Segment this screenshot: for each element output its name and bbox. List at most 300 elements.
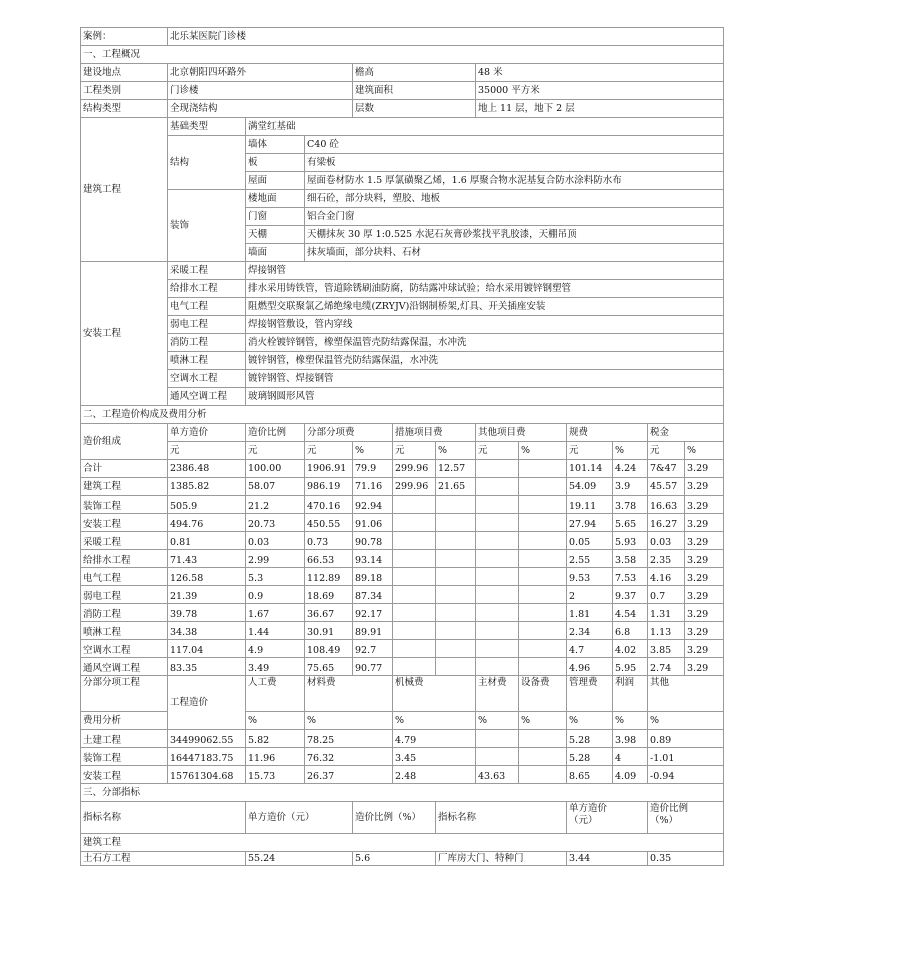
value-cell: [476, 604, 519, 622]
overview-label: 结构类型: [81, 100, 168, 118]
indicator-header: 指标名称: [81, 802, 246, 834]
install-row: [81, 370, 724, 388]
indicator-header: [648, 802, 724, 834]
value-cell: 5.3: [246, 568, 305, 586]
fees-label-bottom: 费用分析: [81, 712, 168, 730]
value-cell: 4.09: [613, 766, 648, 784]
value-cell: [519, 766, 567, 784]
value-cell: 2.35: [648, 550, 685, 568]
value-cell: [519, 748, 567, 766]
cost-row: [81, 460, 724, 478]
unit-cell: %: [519, 442, 567, 460]
value-cell: [393, 496, 436, 514]
install-row: [81, 280, 724, 298]
value-cell: [476, 460, 519, 478]
row-label: 采暖工程: [81, 532, 168, 550]
value-cell: [519, 550, 567, 568]
value-cell: 92.17: [353, 604, 393, 622]
value-cell: 299.96: [393, 478, 436, 496]
overview-row: [81, 82, 724, 100]
overview-label: 建设地点: [81, 64, 168, 82]
row-label: 喷淋工程: [81, 622, 168, 640]
fees-header: 管理费: [567, 676, 613, 712]
fees-row: [81, 730, 724, 748]
cost-header: 单方造价: [168, 424, 246, 442]
value-cell: 3.29: [685, 658, 724, 676]
value-cell: 3.29: [685, 640, 724, 658]
value-cell: 3.49: [246, 658, 305, 676]
fees-header-row: [81, 676, 724, 712]
cost-row: [81, 658, 724, 676]
section-title-row: [81, 784, 724, 802]
cost-sheet: [80, 27, 723, 866]
value-cell: 66.53: [305, 550, 353, 568]
indicator-header: [567, 802, 648, 834]
value-cell: 100.00: [246, 460, 305, 478]
item-value: 焊接钢管敷设，管内穿线: [246, 316, 724, 334]
value-cell: 71.43: [168, 550, 246, 568]
item-label: 空调水工程: [168, 370, 246, 388]
value-cell: 30.91: [305, 622, 353, 640]
value-cell: 3.58: [613, 550, 648, 568]
item-value: 玻璃钢圆形风管: [246, 388, 724, 406]
cost-header-row: [81, 424, 724, 442]
value-cell: 1.67: [246, 604, 305, 622]
value-cell: 3.29: [685, 514, 724, 532]
item-value: 消火栓镀锌钢管，橡塑保温管壳防结露保温，水冲洗: [246, 334, 724, 352]
row-label: 弱电工程: [81, 586, 168, 604]
value-cell: 76.32: [305, 748, 393, 766]
value-cell: 2.99: [246, 550, 305, 568]
value-cell: [436, 586, 476, 604]
value-cell: 0.03: [648, 532, 685, 550]
value-cell: 9.53: [567, 568, 613, 586]
value-cell: [393, 640, 436, 658]
value-cell: 3.29: [685, 622, 724, 640]
value-cell: 15761304.68: [168, 766, 246, 784]
value-cell: [476, 568, 519, 586]
value-cell: 36.67: [305, 604, 353, 622]
value-cell: [436, 514, 476, 532]
value-cell: 4.02: [613, 640, 648, 658]
value-cell: 92.94: [353, 496, 393, 514]
fees-cost-label: 工程造价: [168, 676, 246, 730]
value-cell: [436, 496, 476, 514]
value-cell: 5.6: [353, 852, 436, 866]
item-value: C40 砼: [305, 136, 724, 154]
value-cell: 1.44: [246, 622, 305, 640]
item-value: 镀锌钢管，橡塑保温管壳防结露保温，水冲洗: [246, 352, 724, 370]
value-cell: 21.2: [246, 496, 305, 514]
value-cell: 20.73: [246, 514, 305, 532]
indicator-header: 单方造价（元）: [246, 802, 353, 834]
value-cell: [519, 640, 567, 658]
item-label: 弱电工程: [168, 316, 246, 334]
hdr-line: （%）: [650, 815, 679, 826]
unit-cell: %: [519, 712, 567, 730]
value-cell: 3.98: [613, 730, 648, 748]
value-cell: 1.81: [567, 604, 613, 622]
value-cell: 43.63: [476, 766, 519, 784]
row-label: 土石方工程: [81, 852, 246, 866]
item-label: 通风空调工程: [168, 388, 246, 406]
value-cell: 8.65: [567, 766, 613, 784]
value-cell: 58.07: [246, 478, 305, 496]
value-cell: 21.65: [436, 478, 476, 496]
value-cell: [436, 568, 476, 586]
value-cell: 92.7: [353, 640, 393, 658]
section-title-row: [81, 46, 724, 64]
indicator-header-row: [81, 802, 724, 834]
value-cell: 6.8: [613, 622, 648, 640]
cost-header: 规费: [567, 424, 648, 442]
cost-row: [81, 478, 724, 496]
item-value: 细石砼，部分块料，塑胶、地板: [305, 190, 724, 208]
value-cell: 1.13: [648, 622, 685, 640]
value-cell: 4.9: [246, 640, 305, 658]
item-label: 喷淋工程: [168, 352, 246, 370]
value-cell: [519, 730, 567, 748]
unit-cell: 元: [476, 442, 519, 460]
unit-cell: 元: [305, 442, 353, 460]
value-cell: 91.06: [353, 514, 393, 532]
value-cell: 78.25: [305, 730, 393, 748]
value-cell: 2.55: [567, 550, 613, 568]
value-cell: 21.39: [168, 586, 246, 604]
item-label: 基础类型: [168, 118, 246, 136]
cost-row: [81, 622, 724, 640]
value-cell: 108.49: [305, 640, 353, 658]
value-cell: 1.31: [648, 604, 685, 622]
value-cell: 75.65: [305, 658, 353, 676]
value-cell: 3.9: [613, 478, 648, 496]
value-cell: 18.69: [305, 586, 353, 604]
value-cell: 90.77: [353, 658, 393, 676]
value-cell: 0.9: [246, 586, 305, 604]
case-label: 案例：: [81, 28, 168, 46]
value-cell: [476, 478, 519, 496]
row-label: 电气工程: [81, 568, 168, 586]
value-cell: [519, 658, 567, 676]
unit-cell: %: [436, 442, 476, 460]
value-cell: 470.16: [305, 496, 353, 514]
overview-value: 48 米: [476, 64, 724, 82]
value-cell: 79.9: [353, 460, 393, 478]
value-cell: 4.54: [613, 604, 648, 622]
decoration-row: [81, 190, 724, 208]
value-cell: 2.48: [393, 766, 476, 784]
install-row: [81, 388, 724, 406]
fees-header: 人工费: [246, 676, 305, 712]
cost-header: 分部分项费: [305, 424, 393, 442]
value-cell: 0.35: [648, 852, 724, 866]
value-cell: 34499062.55: [168, 730, 246, 748]
value-cell: 15.73: [246, 766, 305, 784]
unit-cell: %: [613, 442, 648, 460]
value-cell: 112.89: [305, 568, 353, 586]
value-cell: [519, 514, 567, 532]
install-row: [81, 262, 724, 280]
value-cell: [393, 550, 436, 568]
value-cell: 39.78: [168, 604, 246, 622]
overview-label: 建筑面积: [353, 82, 476, 100]
row-label: 安装工程: [81, 766, 168, 784]
row-label: 装饰工程: [81, 748, 168, 766]
unit-cell: 元: [567, 442, 613, 460]
overview-value: 北京朝阳四环路外: [168, 64, 353, 82]
value-cell: 3.29: [685, 478, 724, 496]
cost-header-label: 造价组成: [81, 424, 168, 460]
unit-cell: %: [246, 712, 305, 730]
fees-row: [81, 748, 724, 766]
value-cell: -1.01: [648, 748, 724, 766]
unit-cell: %: [305, 712, 393, 730]
unit-cell: 元: [648, 442, 685, 460]
structure-row: [81, 136, 724, 154]
section-title: 三、分部指标: [81, 784, 724, 802]
value-cell: [436, 658, 476, 676]
indicator-header: 造价比例（%）: [353, 802, 436, 834]
fees-header: 材料费: [305, 676, 393, 712]
value-cell: 4.7: [567, 640, 613, 658]
unit-cell: 元: [246, 442, 305, 460]
item-label: 墙面: [246, 244, 305, 262]
value-cell: 12.57: [436, 460, 476, 478]
value-cell: 55.24: [246, 852, 353, 866]
value-cell: [476, 496, 519, 514]
item-value: 铝合金门窗: [305, 208, 724, 226]
value-cell: 3.29: [685, 568, 724, 586]
case-value: 北乐某医院门诊楼: [168, 28, 724, 46]
case-row: [81, 28, 724, 46]
value-cell: [436, 532, 476, 550]
cost-header: 其他项目费: [476, 424, 567, 442]
item-label: 给排水工程: [168, 280, 246, 298]
value-cell: [519, 568, 567, 586]
value-cell: 93.14: [353, 550, 393, 568]
item-label: 屋面: [246, 172, 305, 190]
building-row: [81, 118, 724, 136]
cost-unit-row: [81, 442, 724, 460]
value-cell: [519, 478, 567, 496]
item-value: 屋面卷材防水 1.5 厚氯磺聚乙烯，1.6 厚聚合物水泥基复合防水涂料防水布: [305, 172, 724, 190]
overview-label: 檐高: [353, 64, 476, 82]
value-cell: 5.95: [613, 658, 648, 676]
row-label: 空调水工程: [81, 640, 168, 658]
value-cell: 2386.48: [168, 460, 246, 478]
value-cell: [476, 748, 519, 766]
value-cell: [476, 730, 519, 748]
item-label: 墙体: [246, 136, 305, 154]
value-cell: [476, 514, 519, 532]
install-row: [81, 352, 724, 370]
cost-header: 造价比例: [246, 424, 305, 442]
overview-value: 35000 平方米: [476, 82, 724, 100]
decoration-label: 装饰: [168, 190, 246, 262]
value-cell: 126.58: [168, 568, 246, 586]
value-cell: [476, 550, 519, 568]
value-cell: 0.7: [648, 586, 685, 604]
structure-label: 结构: [168, 136, 246, 190]
row-label: 土建工程: [81, 730, 168, 748]
indicator-row: [81, 852, 724, 866]
value-cell: 3.29: [685, 460, 724, 478]
value-cell: 27.94: [567, 514, 613, 532]
value-cell: 16447183.75: [168, 748, 246, 766]
cost-row: [81, 550, 724, 568]
item-label: 采暖工程: [168, 262, 246, 280]
value-cell: 54.09: [567, 478, 613, 496]
section-title-row: [81, 406, 724, 424]
cost-row: [81, 568, 724, 586]
value-cell: [393, 604, 436, 622]
fees-label-top: 分部分项工程: [81, 676, 168, 712]
value-cell: 1906.91: [305, 460, 353, 478]
unit-cell: 元: [393, 442, 436, 460]
item-label: 消防工程: [168, 334, 246, 352]
value-cell: [393, 568, 436, 586]
indicator-section-row: [81, 834, 724, 852]
value-cell: 2.34: [567, 622, 613, 640]
value-cell: 299.96: [393, 460, 436, 478]
item-value: 有梁板: [305, 154, 724, 172]
value-cell: 19.11: [567, 496, 613, 514]
overview-row: [81, 64, 724, 82]
item-value: 满堂红基础: [246, 118, 724, 136]
value-cell: 2: [567, 586, 613, 604]
value-cell: 83.35: [168, 658, 246, 676]
row-label: 安装工程: [81, 514, 168, 532]
value-cell: 3.29: [685, 550, 724, 568]
overview-value: 门诊楼: [168, 82, 353, 100]
unit-cell: %: [613, 712, 648, 730]
value-cell: [436, 640, 476, 658]
value-cell: 7.53: [613, 568, 648, 586]
cost-row: [81, 604, 724, 622]
row-label: 装饰工程: [81, 496, 168, 514]
value-cell: 505.9: [168, 496, 246, 514]
item-label: 电气工程: [168, 298, 246, 316]
cost-header: 税金: [648, 424, 724, 442]
fees-row: [81, 766, 724, 784]
value-cell: 1385.82: [168, 478, 246, 496]
cost-header: 措施项目费: [393, 424, 476, 442]
value-cell: 117.04: [168, 640, 246, 658]
value-cell: 厂库房大门、特种门: [436, 852, 567, 866]
value-cell: 0.73: [305, 532, 353, 550]
item-value: 焊接钢管: [246, 262, 724, 280]
cost-row: [81, 586, 724, 604]
value-cell: 5.82: [246, 730, 305, 748]
hdr-line: 造价比例: [650, 803, 689, 814]
value-cell: 89.91: [353, 622, 393, 640]
value-cell: 9.37: [613, 586, 648, 604]
hdr-line: 单方造价: [569, 803, 608, 814]
value-cell: 450.55: [305, 514, 353, 532]
overview-value: 全现浇结构: [168, 100, 353, 118]
row-label: 给排水工程: [81, 550, 168, 568]
row-label: 消防工程: [81, 604, 168, 622]
fees-header: 主材费: [476, 676, 519, 712]
value-cell: [393, 514, 436, 532]
value-cell: 90.78: [353, 532, 393, 550]
value-cell: 494.76: [168, 514, 246, 532]
value-cell: [476, 622, 519, 640]
row-label: 建筑工程: [81, 478, 168, 496]
value-cell: 26.37: [305, 766, 393, 784]
cost-row: [81, 496, 724, 514]
install-row: [81, 334, 724, 352]
row-label: 通风空调工程: [81, 658, 168, 676]
fees-header: 设备费: [519, 676, 567, 712]
overview-value: 地上 11 层，地下 2 层: [476, 100, 724, 118]
value-cell: 71.16: [353, 478, 393, 496]
unit-cell: %: [393, 712, 476, 730]
value-cell: 89.18: [353, 568, 393, 586]
value-cell: 11.96: [246, 748, 305, 766]
value-cell: 0.03: [246, 532, 305, 550]
value-cell: 16.63: [648, 496, 685, 514]
install-row: [81, 298, 724, 316]
fees-header: 机械费: [393, 676, 476, 712]
value-cell: 4.79: [393, 730, 476, 748]
value-cell: 0.81: [168, 532, 246, 550]
item-value: 抹灰墙面，部分块料、石材: [305, 244, 724, 262]
cost-row: [81, 514, 724, 532]
value-cell: 3.78: [613, 496, 648, 514]
unit-cell: 元: [168, 442, 246, 460]
value-cell: 4.24: [613, 460, 648, 478]
unit-cell: %: [476, 712, 519, 730]
value-cell: 2.74: [648, 658, 685, 676]
row-label: 合计: [81, 460, 168, 478]
value-cell: 4.16: [648, 568, 685, 586]
value-cell: [436, 604, 476, 622]
overview-label: 层数: [353, 100, 476, 118]
value-cell: 5.28: [567, 730, 613, 748]
cost-row: [81, 640, 724, 658]
unit-cell: %: [685, 442, 724, 460]
item-label: 门窗: [246, 208, 305, 226]
value-cell: 3.85: [648, 640, 685, 658]
install-label: 安装工程: [81, 262, 168, 406]
value-cell: 4: [613, 748, 648, 766]
indicator-section: 建筑工程: [81, 834, 724, 852]
cost-table: [80, 27, 724, 866]
item-value: 镀锌钢管、焊接钢管: [246, 370, 724, 388]
value-cell: 3.29: [685, 532, 724, 550]
unit-cell: %: [567, 712, 613, 730]
value-cell: 3.45: [393, 748, 476, 766]
value-cell: [519, 496, 567, 514]
value-cell: 0.89: [648, 730, 724, 748]
value-cell: [393, 658, 436, 676]
value-cell: [476, 658, 519, 676]
value-cell: [519, 460, 567, 478]
indicator-header: 指标名称: [436, 802, 567, 834]
section-title: 一、工程概况: [81, 46, 724, 64]
value-cell: [519, 532, 567, 550]
unit-cell: %: [353, 442, 393, 460]
item-label: 板: [246, 154, 305, 172]
fees-header: 其他: [648, 676, 724, 712]
value-cell: [436, 622, 476, 640]
value-cell: [476, 586, 519, 604]
value-cell: 3.44: [567, 852, 648, 866]
value-cell: 101.14: [567, 460, 613, 478]
value-cell: 3.29: [685, 586, 724, 604]
value-cell: [519, 586, 567, 604]
